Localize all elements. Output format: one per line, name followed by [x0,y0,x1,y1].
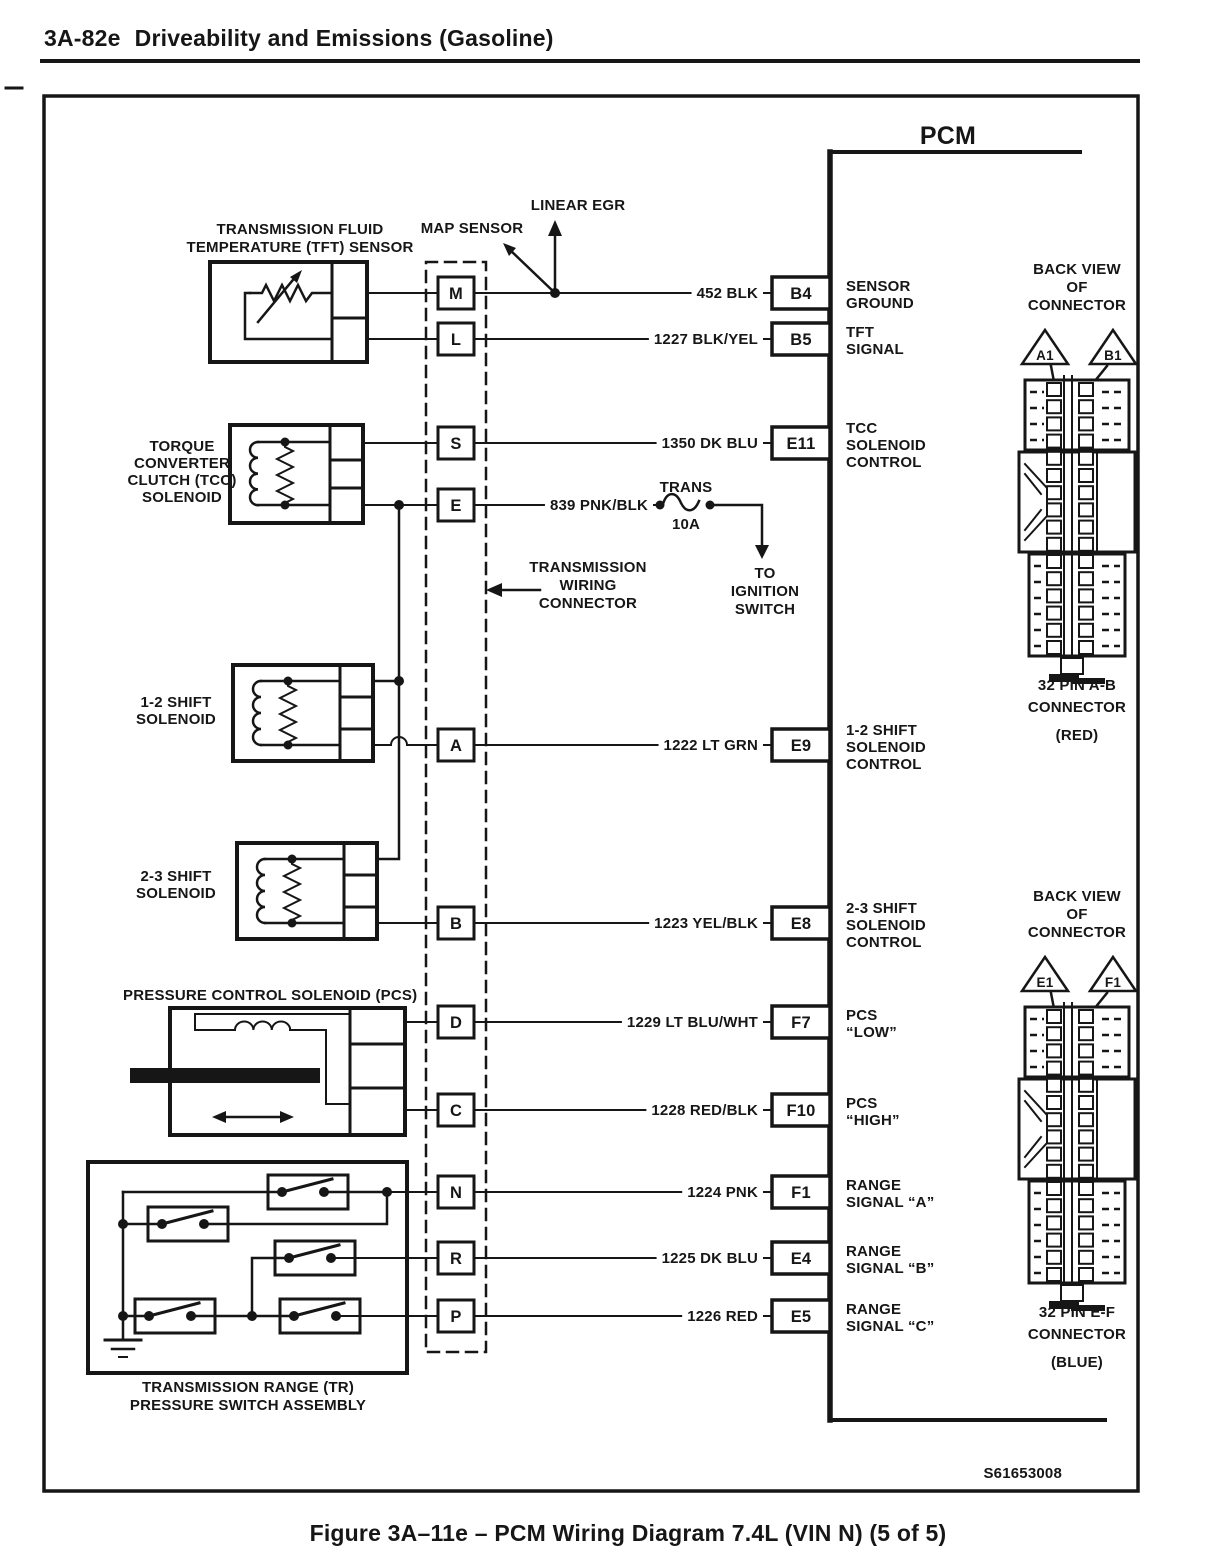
connector-pin [1079,417,1093,430]
connector-pin [1047,435,1061,448]
up-arrow-icon [548,220,562,236]
pcm-pin: E4 [790,1250,812,1268]
wire-label: 1229 LT BLU/WHT [626,1014,758,1031]
connector-pin [1079,503,1093,516]
signal-label: SIGNAL “A” [846,1194,935,1211]
connector-pin [1047,1044,1061,1057]
tft-sensor-component [186,221,413,362]
signal-label: SOLENOID [846,739,926,756]
svg-text:CONVERTER: CONVERTER [134,455,230,472]
trans-pin: D [449,1014,463,1032]
trans-pin: P [450,1308,462,1326]
svg-text:TRANSMISSION: TRANSMISSION [529,559,647,576]
connector-tab [1061,658,1083,674]
signal-label: “LOW” [846,1024,897,1041]
connector-ab-illustration [1019,261,1136,744]
pcm-pin: F7 [791,1014,811,1032]
shift-2-3-solenoid-component [136,843,377,939]
connector-pin [1047,1251,1061,1264]
trans-pin: M [449,285,463,303]
svg-text:F1: F1 [1104,975,1122,990]
svg-text:SOLENOID: SOLENOID [136,711,216,728]
pcs-armature-bar [130,1068,320,1083]
shift-1-2-body [233,665,373,761]
connector-pin [1079,521,1093,534]
trans-pin: S [450,435,462,453]
connector-lower-block [1029,1181,1125,1283]
svg-text:32 PIN A-B: 32 PIN A-B [1037,677,1117,694]
connector-pin [1079,1165,1093,1178]
connector-pin [1047,641,1061,654]
map-sensor-label: MAP SENSOR [420,220,524,237]
connector-pin [1079,624,1093,637]
svg-text:CONNECTOR: CONNECTOR [1027,924,1127,941]
connector-pin [1079,1027,1093,1040]
wire-label: 839 PNK/BLK [549,497,648,514]
svg-text:A1: A1 [1036,348,1054,363]
signal-label: RANGE [846,1177,902,1194]
double-arrow-icon [212,1111,226,1123]
connector-pin [1079,1199,1093,1212]
signal-label: PCS [846,1095,878,1112]
row-d-f7 [405,1006,897,1041]
ground-icon [105,1340,141,1357]
connector-pin [1079,1268,1093,1281]
shift-2-3-body [237,843,377,939]
svg-text:E1: E1 [1036,975,1054,990]
svg-text:SOLENOID: SOLENOID [136,885,216,902]
connector-pin [1079,538,1093,551]
connector-pin [1047,383,1061,396]
connector-pin [1079,400,1093,413]
connector-pin [1079,1044,1093,1057]
connector-ef-illustration [1019,888,1136,1371]
connector-pin [1079,1130,1093,1143]
connector-pin [1047,572,1061,585]
signal-label: 2-3 SHIFT [846,900,917,917]
trans-pin: C [449,1102,463,1120]
pcm-pin: B4 [790,285,812,303]
svg-text:32 PIN E-F: 32 PIN E-F [1038,1304,1116,1321]
svg-text:OF: OF [1066,906,1088,923]
connector-pin [1079,555,1093,568]
svg-text:BACK VIEW: BACK VIEW [1033,888,1121,905]
connector-pin [1047,1165,1061,1178]
signal-label: PCS [846,1007,878,1024]
wire-label: 1350 DK BLU [661,435,758,452]
signal-label: GROUND [846,295,914,312]
wire-label: 1224 PNK [687,1184,758,1201]
row-a-e9 [373,722,926,773]
connector-pin [1047,607,1061,620]
figure-caption: Figure 3A–11e – PCM Wiring Diagram 7.4L (VIN N) (5 of 5) [309,1520,947,1546]
connector-pin [1079,589,1093,602]
connector-pin [1079,383,1093,396]
connector-upper-block [1025,1007,1129,1077]
pcm-pin: F10 [786,1102,816,1120]
connector-pin [1079,572,1093,585]
fuse-name: TRANS [659,479,713,496]
connector-pin [1079,1079,1093,1092]
svg-text:CONNECTOR: CONNECTOR [538,595,638,612]
trans-pin: R [449,1250,463,1268]
svg-text:IGNITION: IGNITION [730,583,800,600]
pcm-title: PCM [919,122,977,150]
row-b-e8 [377,900,926,951]
row-l-b5 [367,323,904,358]
connector-middle-block [1019,1079,1135,1179]
svg-text:OF: OF [1066,279,1088,296]
connector-pin [1079,1216,1093,1229]
connector-32pin-graphic [1019,376,1135,684]
svg-text:SWITCH: SWITCH [734,601,796,618]
connector-pin [1047,1010,1061,1023]
wire-label: 1225 DK BLU [661,1250,758,1267]
svg-text:TRANSMISSION FLUID: TRANSMISSION FLUID [216,221,384,238]
signal-label: SOLENOID [846,917,926,934]
down-arrow-icon [755,545,769,559]
pcm-pin: E5 [790,1308,812,1326]
trans-pin: E [450,497,462,515]
svg-text:CONNECTOR: CONNECTOR [1027,699,1127,716]
fuse-icon [656,494,715,510]
connector-pin [1047,1096,1061,1109]
svg-text:TORQUE: TORQUE [149,438,215,455]
connector-pin [1047,555,1061,568]
row-n-f1 [387,1176,934,1211]
svg-text:SOLENOID: SOLENOID [142,489,222,506]
connector-pin [1047,469,1061,482]
svg-text:PRESSURE CONTROL SOLENOID (PCS: PRESSURE CONTROL SOLENOID (PCS) [123,987,418,1004]
connector-pin [1079,1010,1093,1023]
pcm-pin: B5 [790,331,812,349]
svg-text:CONNECTOR: CONNECTOR [1027,1326,1127,1343]
connector-pin [1079,1182,1093,1195]
signal-label: SIGNAL “B” [846,1260,935,1277]
row-s-e11 [363,420,926,471]
row-r-e4 [331,1242,934,1277]
svg-text:(RED): (RED) [1055,727,1099,744]
tr-switch-assembly-component [88,1162,407,1414]
connector-upper-block [1025,380,1129,450]
tft-body [210,262,367,362]
pcm-pin: F1 [791,1184,811,1202]
connector-pin [1047,521,1061,534]
connector-pin [1047,538,1061,551]
signal-label: RANGE [846,1243,902,1260]
svg-text:BACK VIEW: BACK VIEW [1033,261,1121,278]
connector-pin [1047,624,1061,637]
connector-pin [1047,1062,1061,1075]
connector-pin [1047,1079,1061,1092]
connector-pin [1047,1148,1061,1161]
wire-label: 1222 LT GRN [663,737,758,754]
signal-label: SENSOR [846,278,911,295]
transmission-wiring-connector-label [486,559,647,612]
trans-pin: L [450,331,462,349]
svg-text:TO: TO [754,565,776,582]
signal-label: SIGNAL “C” [846,1318,935,1335]
double-arrow-icon [280,1111,294,1123]
junction-dot [118,1311,128,1321]
connector-pin [1079,641,1093,654]
connector-pin [1079,1148,1093,1161]
fuse-rating: 10A [671,516,701,533]
signal-label: SIGNAL [846,341,904,358]
tcc-body [230,425,363,523]
connector-pin [1047,503,1061,516]
connector-pin [1047,589,1061,602]
tcc-solenoid-component [127,425,363,523]
wire-label: 452 BLK [696,285,758,302]
resistor-icon [277,442,293,505]
svg-text:TRANSMISSION RANGE (TR): TRANSMISSION RANGE (TR) [141,1379,355,1396]
connector-pin [1047,1182,1061,1195]
connector-pin [1079,435,1093,448]
pcm-pin: E8 [790,915,812,933]
coil-icon [235,1022,290,1031]
trans-pin: N [449,1184,463,1202]
coil-icon [253,681,261,745]
signal-label: 1-2 SHIFT [846,722,917,739]
junction-dot [247,1311,257,1321]
connector-pin [1047,1130,1061,1143]
connector-pin [1047,1234,1061,1247]
coil-icon [257,859,265,923]
connector-pin [1079,1113,1093,1126]
svg-text:2-3 SHIFT: 2-3 SHIFT [140,868,212,885]
svg-text:WIRING: WIRING [559,577,617,594]
trans-pin: A [449,737,463,755]
connector-pin [1079,469,1093,482]
doc-number: S61653008 [983,1465,1062,1482]
junction-dot [394,676,404,686]
svg-text:CLUTCH (TCC): CLUTCH (TCC) [127,472,237,489]
connector-pin [1047,486,1061,499]
svg-text:B1: B1 [1104,348,1122,363]
page-header [6,25,1138,88]
pcs-component [123,987,417,1135]
coil-icon [250,442,258,505]
resistor-icon [280,681,296,745]
shift-1-2-solenoid-component [136,665,373,761]
left-arrow-icon [486,583,502,597]
svg-text:1-2 SHIFT: 1-2 SHIFT [140,694,212,711]
connector-pin [1047,1199,1061,1212]
wire-label: 1228 RED/BLK [651,1102,758,1119]
pcm-pin: E11 [786,435,816,453]
connector-middle-block [1019,452,1135,552]
svg-text:CONNECTOR: CONNECTOR [1027,297,1127,314]
wire-label: 1226 RED [687,1308,758,1325]
connector-pin [1079,1234,1093,1247]
connector-pin [1047,1216,1061,1229]
junction-dot [118,1219,128,1229]
connector-pin [1047,452,1061,465]
row-c-f10 [405,1094,900,1129]
page-title: 3A-82e Driveability and Emissions (Gasoline) [44,25,554,51]
junction-dot [550,288,560,298]
connector-pin [1079,486,1093,499]
connector-lower-block [1029,554,1125,656]
pcm-pin: E9 [790,737,812,755]
connector-pin [1047,1113,1061,1126]
connector-pin [1047,417,1061,430]
connector-pin [1079,1096,1093,1109]
signal-label: CONTROL [846,934,922,951]
thermistor-icon [250,285,332,301]
resistor-icon [284,859,300,923]
connector-pin [1047,400,1061,413]
svg-text:(BLUE): (BLUE) [1050,1354,1104,1371]
connector-pin [1079,452,1093,465]
connector-pin [1047,1268,1061,1281]
connector-tab [1061,1285,1083,1301]
signal-label: RANGE [846,1301,902,1318]
connector-pin [1079,607,1093,620]
svg-text:TEMPERATURE (TFT) SENSOR: TEMPERATURE (TFT) SENSOR [186,239,414,256]
signal-label: CONTROL [846,454,922,471]
linear-egr-label: LINEAR EGR [530,197,626,214]
signal-label: TFT [846,324,875,341]
signal-label: SOLENOID [846,437,926,454]
connector-pin [1079,1062,1093,1075]
signal-label: TCC [846,420,878,437]
svg-text:PRESSURE SWITCH ASSEMBLY: PRESSURE SWITCH ASSEMBLY [129,1397,367,1414]
signal-label: CONTROL [846,756,922,773]
wire-rows [331,277,934,1335]
connector-pin [1079,1251,1093,1264]
signal-label: “HIGH” [846,1112,900,1129]
trans-pin: B [449,915,463,933]
wire-label: 1223 YEL/BLK [654,915,758,932]
wire-hop [373,737,438,745]
connector-32pin-graphic [1019,1003,1135,1311]
wire-label: 1227 BLK/YEL [653,331,758,348]
connector-pin [1047,1027,1061,1040]
